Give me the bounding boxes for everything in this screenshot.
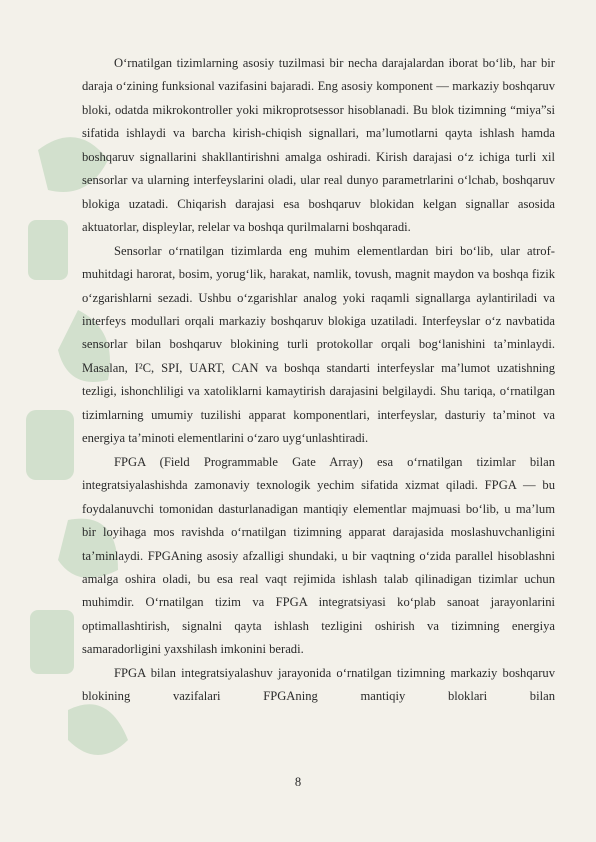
paragraph-3: FPGA (Field Programmable Gate Array) esa o‘rnatilgan tizimlar bilan integratsiyalashishda zamonaviy texnologik yechim sifatida xizmat qiladi. FPGA — bu foydalanuvchi tomonidan dasturlanadigan mantiqiy elementlar majmuasi bo‘lib, u ma’lum bir loyihaga mos ravishda o‘rnatilgan tizimning apparat darajasida moslashuvchanligini ta’minlaydi. FPGAning asosiy afzalligi shundaki, u bir vaqtning o‘zida parallel hisoblashni amalga oshira oladi, bu esa real vaqt rejimida ishlash talab qilinadigan tizimlar uchun muhimdir. O‘rnatilgan tizim va FPGA integratsiyasi ko‘plab sanoat jarayonlarini optimallashtirish, signalni qayta ishlash tezligini oshirish va tizimning energiya samaradorligini yaxshilash imkonini beradi. [82, 454, 555, 657]
paragraph-1: O‘rnatilgan tizimlarning asosiy tuzilmasi bir necha darajalardan iborat bo‘lib, har bir daraja o‘zining funksional vazifasini bajaradi. Eng asosiy komponent — markaziy boshqaruv bloki, odatda mikrokontroller yoki mikroprotsessor hisoblanadi. Bu blok tizimning “miya”si sifatida ishlaydi va barcha kirish-chiqish signallari, ma’lumotlarni qayta ishlash hamda boshqaruv signallarini shakllantirishni amalga oshiradi. Kirish darajasi o‘z ichiga turli xil sensorlar va ularning interfeyslarini oladi, ular real dunyo parametrlarini o‘lchab, boshqaruv blokiga uzatadi. Chiqarish darajasi esa boshqaruv blokidan kelgan signallar asosida aktuatorlar, displeylar, relelar va boshqa qurilmalarni boshqaradi. [82, 56, 555, 235]
body-text [82, 52, 555, 709]
page-number: 8 [294, 775, 302, 789]
paragraph-4: FPGA bilan integratsiyalashuv jarayonida o‘rnatilgan tizimning markaziy boshqaruv blokining vazifalari FPGAning mantiqiy bloklari bilan [82, 665, 555, 704]
paragraph-2: Sensorlar o‘rnatilgan tizimlarda eng muhim elementlardan biri bo‘lib, ular atrof-muhitdagi harorat, bosim, yorug‘lik, harakat, namlik, tovush, magnit maydon va boshqa fizik o‘zgarishlarni sezadi. Ushbu o‘zgarishlar analog yoki raqamli signallarga aylantiriladi va interfeys modullari orqali markaziy boshqaruv blokiga uzatiladi. Interfeyslar o‘z navbatida sensorlar bilan boshqaruv blokining turli protokollar orqali bog‘lanishini ta’minlaydi. Masalan, I²C, SPI, UART, CAN va boshqa standarti interfeyslar ma’lumot uzatishning tezligi, ishonchliligi va xatoliklarni kamaytirish darajasini belgilaydi. Shu tariqa, o‘rnatilgan tizimlarning umumiy tuzilishi apparat komponentlari, interfeyslar, dasturiy ta’minot va energiya ta’minoti elementlarini o‘zaro uyg‘unlashtiradi. [82, 243, 555, 446]
